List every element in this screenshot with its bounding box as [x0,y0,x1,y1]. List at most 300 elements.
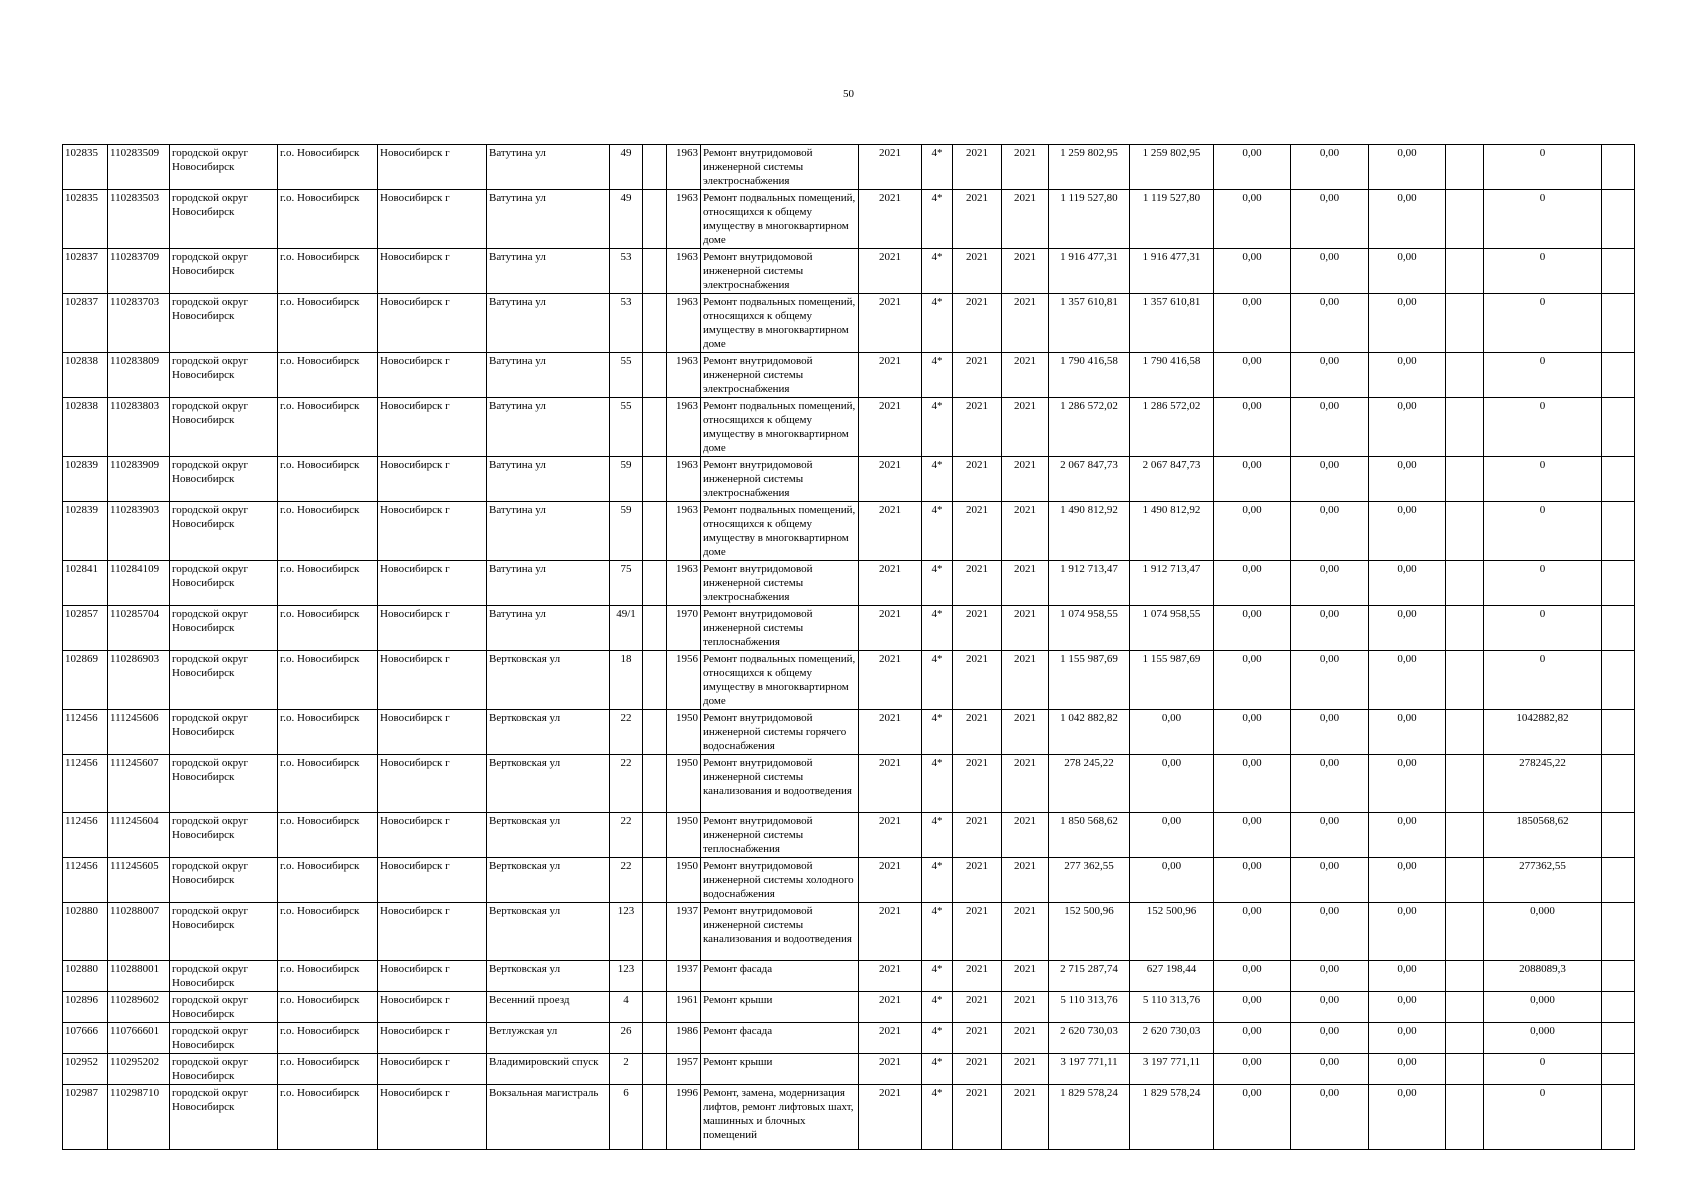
row-street: Вертковская ул [487,651,610,710]
row-cost-total: 1 850 568,62 [1049,813,1130,858]
row-settlement: Новосибирск г [378,502,487,561]
row-year-plan: 2021 [859,457,922,502]
row-house: 55 [610,353,643,398]
row-cost-subsidy-3: 0,00 [1369,398,1446,457]
row-house: 53 [610,249,643,294]
row-id: 112456 [63,710,108,755]
row-year-start: 2021 [953,992,1002,1023]
row-work-type: Ремонт подвальных помещений, относящихся к общему имуществу в многоквартирном доме [701,398,859,457]
row-settlement: Новосибирск г [378,755,487,813]
row-year-plan: 2021 [859,502,922,561]
row-trailing-empty [1602,145,1635,190]
row-settlement: Новосибирск г [378,1023,487,1054]
row-work-type: Ремонт фасада [701,961,859,992]
row-year-end: 2021 [1002,858,1049,903]
row-stage: 4* [922,606,953,651]
row-year-start: 2021 [953,561,1002,606]
row-work-type: Ремонт подвальных помещений, относящихся к общему имуществу в многоквартирном доме [701,502,859,561]
row-trailing-empty [1602,1054,1635,1085]
row-trailing-empty [1602,249,1635,294]
row-stage: 4* [922,992,953,1023]
row-cost-owners: 1042882,82 [1484,710,1602,755]
row-cost-subsidy-1: 0,00 [1214,710,1291,755]
table-row [63,1023,1635,1054]
row-code: 110295202 [108,1054,170,1085]
row-municipality: г.о. Новосибирск [278,1023,378,1054]
row-year-built: 1963 [667,457,701,502]
row-code: 110283503 [108,190,170,249]
row-cost-subsidy-3: 0,00 [1369,813,1446,858]
row-work-type: Ремонт внутридомовой инженерной системы горячего водоснабжения [701,710,859,755]
row-cost-subsidy-2: 0,00 [1291,353,1369,398]
table-body [63,145,1635,1150]
table-row [63,961,1635,992]
table-row [63,1085,1635,1150]
row-code: 111245607 [108,755,170,813]
row-cost-fund: 0,00 [1130,710,1214,755]
row-cost-fund: 0,00 [1130,858,1214,903]
row-house: 49 [610,190,643,249]
row-year-plan: 2021 [859,249,922,294]
table-row [63,755,1635,813]
row-municipality: г.о. Новосибирск [278,145,378,190]
row-work-type: Ремонт фасада [701,1023,859,1054]
row-cost-subsidy-1: 0,00 [1214,1023,1291,1054]
row-code: 110298710 [108,1085,170,1150]
row-cost-subsidy-1: 0,00 [1214,190,1291,249]
row-year-start: 2021 [953,1054,1002,1085]
row-cost-subsidy-3: 0,00 [1369,1023,1446,1054]
row-work-type: Ремонт внутридомовой инженерной системы электроснабжения [701,353,859,398]
row-empty [1446,190,1484,249]
row-cost-subsidy-1: 0,00 [1214,961,1291,992]
row-empty [1446,1085,1484,1150]
row-cost-subsidy-1: 0,00 [1214,651,1291,710]
row-district: городской округ Новосибирск [170,858,278,903]
row-district: городской округ Новосибирск [170,992,278,1023]
row-cost-subsidy-2: 0,00 [1291,457,1369,502]
row-cost-total: 1 790 416,58 [1049,353,1130,398]
row-year-end: 2021 [1002,606,1049,651]
row-code: 110283709 [108,249,170,294]
row-cost-subsidy-1: 0,00 [1214,561,1291,606]
row-trailing-empty [1602,561,1635,606]
row-cost-owners: 0 [1484,502,1602,561]
row-cost-total: 152 500,96 [1049,903,1130,961]
row-code: 110283803 [108,398,170,457]
row-cost-subsidy-2: 0,00 [1291,561,1369,606]
row-cost-fund: 1 074 958,55 [1130,606,1214,651]
row-cost-subsidy-3: 0,00 [1369,561,1446,606]
row-extra [643,813,667,858]
row-municipality: г.о. Новосибирск [278,813,378,858]
row-house: 49 [610,145,643,190]
row-work-type: Ремонт внутридомовой инженерной системы теплоснабжения [701,813,859,858]
row-settlement: Новосибирск г [378,992,487,1023]
row-street: Вокзальная магистраль [487,1085,610,1150]
row-year-start: 2021 [953,903,1002,961]
table-row [63,1054,1635,1085]
row-year-end: 2021 [1002,992,1049,1023]
row-street: Владимировский спуск [487,1054,610,1085]
row-cost-owners: 0 [1484,1085,1602,1150]
row-settlement: Новосибирск г [378,1054,487,1085]
row-empty [1446,710,1484,755]
row-year-built: 1963 [667,190,701,249]
row-empty [1446,858,1484,903]
row-year-start: 2021 [953,353,1002,398]
row-house: 22 [610,813,643,858]
row-year-built: 1963 [667,398,701,457]
row-code: 111245604 [108,813,170,858]
page-number: 50 [843,88,854,100]
row-year-start: 2021 [953,294,1002,353]
row-trailing-empty [1602,190,1635,249]
row-municipality: г.о. Новосибирск [278,353,378,398]
row-cost-subsidy-2: 0,00 [1291,398,1369,457]
row-district: городской округ Новосибирск [170,813,278,858]
row-cost-subsidy-1: 0,00 [1214,353,1291,398]
row-cost-fund: 1 490 812,92 [1130,502,1214,561]
row-street: Ватутина ул [487,249,610,294]
row-cost-subsidy-3: 0,00 [1369,145,1446,190]
row-district: городской округ Новосибирск [170,145,278,190]
row-house: 123 [610,903,643,961]
row-empty [1446,813,1484,858]
row-stage: 4* [922,755,953,813]
row-code: 110286903 [108,651,170,710]
row-cost-total: 1 042 882,82 [1049,710,1130,755]
row-year-start: 2021 [953,961,1002,992]
row-id: 102837 [63,294,108,353]
row-year-plan: 2021 [859,651,922,710]
row-cost-subsidy-2: 0,00 [1291,502,1369,561]
row-cost-owners: 0 [1484,190,1602,249]
row-year-built: 1996 [667,1085,701,1150]
row-cost-owners: 0 [1484,651,1602,710]
row-cost-fund: 1 916 477,31 [1130,249,1214,294]
row-empty [1446,249,1484,294]
row-year-end: 2021 [1002,1054,1049,1085]
row-cost-subsidy-2: 0,00 [1291,903,1369,961]
row-settlement: Новосибирск г [378,294,487,353]
row-cost-subsidy-1: 0,00 [1214,858,1291,903]
row-empty [1446,903,1484,961]
row-year-built: 1950 [667,813,701,858]
row-cost-subsidy-3: 0,00 [1369,190,1446,249]
row-street: Вертковская ул [487,961,610,992]
row-settlement: Новосибирск г [378,813,487,858]
row-municipality: г.о. Новосибирск [278,961,378,992]
row-year-built: 1950 [667,858,701,903]
row-cost-subsidy-3: 0,00 [1369,1085,1446,1150]
row-municipality: г.о. Новосибирск [278,502,378,561]
row-empty [1446,145,1484,190]
row-house: 4 [610,992,643,1023]
row-year-plan: 2021 [859,190,922,249]
row-district: городской округ Новосибирск [170,1054,278,1085]
row-cost-subsidy-3: 0,00 [1369,961,1446,992]
row-trailing-empty [1602,457,1635,502]
row-cost-owners: 0 [1484,606,1602,651]
row-cost-subsidy-3: 0,00 [1369,353,1446,398]
row-cost-total: 1 119 527,80 [1049,190,1130,249]
row-stage: 4* [922,710,953,755]
row-empty [1446,398,1484,457]
row-district: городской округ Новосибирск [170,710,278,755]
row-cost-owners: 0 [1484,294,1602,353]
row-cost-owners: 0 [1484,1054,1602,1085]
row-district: городской округ Новосибирск [170,1085,278,1150]
row-cost-owners: 0 [1484,457,1602,502]
row-stage: 4* [922,961,953,992]
row-year-start: 2021 [953,1085,1002,1150]
row-extra [643,1054,667,1085]
row-cost-owners: 1850568,62 [1484,813,1602,858]
row-cost-fund: 1 259 802,95 [1130,145,1214,190]
row-code: 110289602 [108,992,170,1023]
row-cost-owners: 0 [1484,145,1602,190]
table-row [63,710,1635,755]
row-trailing-empty [1602,353,1635,398]
row-stage: 4* [922,249,953,294]
row-municipality: г.о. Новосибирск [278,858,378,903]
row-cost-total: 1 916 477,31 [1049,249,1130,294]
row-settlement: Новосибирск г [378,353,487,398]
row-stage: 4* [922,353,953,398]
row-year-end: 2021 [1002,294,1049,353]
row-stage: 4* [922,398,953,457]
row-cost-subsidy-3: 0,00 [1369,606,1446,651]
row-cost-subsidy-2: 0,00 [1291,145,1369,190]
row-extra [643,190,667,249]
row-cost-owners: 277362,55 [1484,858,1602,903]
row-year-start: 2021 [953,651,1002,710]
row-cost-subsidy-2: 0,00 [1291,710,1369,755]
row-cost-subsidy-2: 0,00 [1291,294,1369,353]
table-row [63,561,1635,606]
row-cost-subsidy-3: 0,00 [1369,903,1446,961]
row-year-plan: 2021 [859,992,922,1023]
row-id: 102839 [63,502,108,561]
row-year-end: 2021 [1002,145,1049,190]
row-year-plan: 2021 [859,961,922,992]
row-cost-subsidy-3: 0,00 [1369,1054,1446,1085]
row-house: 2 [610,1054,643,1085]
row-district: городской округ Новосибирск [170,457,278,502]
row-municipality: г.о. Новосибирск [278,992,378,1023]
row-cost-fund: 3 197 771,11 [1130,1054,1214,1085]
row-trailing-empty [1602,903,1635,961]
row-work-type: Ремонт крыши [701,1054,859,1085]
row-cost-subsidy-2: 0,00 [1291,1085,1369,1150]
row-work-type: Ремонт внутридомовой инженерной системы канализования и водоотведения [701,755,859,813]
row-code: 111245606 [108,710,170,755]
row-house: 26 [610,1023,643,1054]
row-year-built: 1963 [667,294,701,353]
row-id: 102896 [63,992,108,1023]
row-cost-fund: 1 155 987,69 [1130,651,1214,710]
row-street: Вертковская ул [487,903,610,961]
row-stage: 4* [922,145,953,190]
row-settlement: Новосибирск г [378,606,487,651]
row-extra [643,755,667,813]
row-cost-total: 278 245,22 [1049,755,1130,813]
row-house: 49/1 [610,606,643,651]
row-cost-subsidy-1: 0,00 [1214,294,1291,353]
row-cost-total: 1 829 578,24 [1049,1085,1130,1150]
row-year-plan: 2021 [859,145,922,190]
row-id: 102839 [63,457,108,502]
row-code: 110283909 [108,457,170,502]
row-trailing-empty [1602,755,1635,813]
row-district: городской округ Новосибирск [170,961,278,992]
row-settlement: Новосибирск г [378,398,487,457]
row-cost-owners: 0 [1484,353,1602,398]
row-year-built: 1950 [667,755,701,813]
row-empty [1446,457,1484,502]
row-cost-fund: 1 790 416,58 [1130,353,1214,398]
row-cost-subsidy-1: 0,00 [1214,398,1291,457]
row-work-type: Ремонт внутридомовой инженерной системы электроснабжения [701,145,859,190]
row-extra [643,903,667,961]
row-house: 22 [610,858,643,903]
row-extra [643,249,667,294]
row-cost-total: 1 490 812,92 [1049,502,1130,561]
row-extra [643,606,667,651]
row-cost-fund: 627 198,44 [1130,961,1214,992]
row-cost-subsidy-2: 0,00 [1291,249,1369,294]
row-cost-subsidy-1: 0,00 [1214,1085,1291,1150]
row-cost-total: 1 155 987,69 [1049,651,1130,710]
row-cost-total: 2 067 847,73 [1049,457,1130,502]
row-settlement: Новосибирск г [378,190,487,249]
row-district: городской округ Новосибирск [170,561,278,606]
row-trailing-empty [1602,813,1635,858]
row-settlement: Новосибирск г [378,1085,487,1150]
row-year-end: 2021 [1002,249,1049,294]
row-code: 110288007 [108,903,170,961]
row-cost-owners: 278245,22 [1484,755,1602,813]
row-year-end: 2021 [1002,903,1049,961]
row-year-start: 2021 [953,457,1002,502]
row-cost-owners: 0,000 [1484,1023,1602,1054]
row-cost-subsidy-3: 0,00 [1369,249,1446,294]
row-year-plan: 2021 [859,606,922,651]
table-row [63,249,1635,294]
row-cost-fund: 1 357 610,81 [1130,294,1214,353]
table-row [63,502,1635,561]
row-municipality: г.о. Новосибирск [278,903,378,961]
row-stage: 4* [922,190,953,249]
row-trailing-empty [1602,294,1635,353]
row-cost-subsidy-3: 0,00 [1369,457,1446,502]
row-cost-subsidy-1: 0,00 [1214,755,1291,813]
row-cost-total: 3 197 771,11 [1049,1054,1130,1085]
row-year-built: 1963 [667,502,701,561]
row-cost-subsidy-1: 0,00 [1214,1054,1291,1085]
row-cost-subsidy-3: 0,00 [1369,992,1446,1023]
row-cost-subsidy-1: 0,00 [1214,249,1291,294]
row-cost-subsidy-2: 0,00 [1291,992,1369,1023]
row-year-built: 1957 [667,1054,701,1085]
row-year-plan: 2021 [859,398,922,457]
row-work-type: Ремонт подвальных помещений, относящихся к общему имуществу в многоквартирном доме [701,651,859,710]
row-municipality: г.о. Новосибирск [278,651,378,710]
row-extra [643,710,667,755]
row-district: городской округ Новосибирск [170,755,278,813]
row-year-start: 2021 [953,755,1002,813]
row-code: 110283703 [108,294,170,353]
row-year-end: 2021 [1002,710,1049,755]
row-municipality: г.о. Новосибирск [278,606,378,651]
row-settlement: Новосибирск г [378,457,487,502]
row-cost-owners: 0,000 [1484,992,1602,1023]
row-municipality: г.о. Новосибирск [278,294,378,353]
row-id: 112456 [63,858,108,903]
row-year-plan: 2021 [859,903,922,961]
row-code: 110283809 [108,353,170,398]
row-cost-subsidy-2: 0,00 [1291,190,1369,249]
row-id: 102869 [63,651,108,710]
row-house: 75 [610,561,643,606]
row-extra [643,353,667,398]
row-year-plan: 2021 [859,353,922,398]
row-year-end: 2021 [1002,813,1049,858]
row-cost-subsidy-1: 0,00 [1214,903,1291,961]
row-extra [643,502,667,561]
row-municipality: г.о. Новосибирск [278,398,378,457]
row-year-start: 2021 [953,813,1002,858]
row-cost-total: 1 286 572,02 [1049,398,1130,457]
row-empty [1446,1054,1484,1085]
row-cost-fund: 0,00 [1130,755,1214,813]
row-settlement: Новосибирск г [378,249,487,294]
row-empty [1446,961,1484,992]
row-empty [1446,502,1484,561]
row-municipality: г.о. Новосибирск [278,755,378,813]
row-cost-fund: 5 110 313,76 [1130,992,1214,1023]
row-empty [1446,294,1484,353]
row-year-end: 2021 [1002,502,1049,561]
row-year-start: 2021 [953,249,1002,294]
row-year-start: 2021 [953,858,1002,903]
row-stage: 4* [922,1054,953,1085]
table-row [63,353,1635,398]
row-id: 102838 [63,398,108,457]
row-district: городской округ Новосибирск [170,353,278,398]
row-cost-subsidy-1: 0,00 [1214,992,1291,1023]
row-cost-subsidy-3: 0,00 [1369,858,1446,903]
row-cost-total: 1 912 713,47 [1049,561,1130,606]
row-code: 110283509 [108,145,170,190]
row-stage: 4* [922,502,953,561]
row-stage: 4* [922,651,953,710]
row-trailing-empty [1602,398,1635,457]
row-year-plan: 2021 [859,294,922,353]
table-row [63,294,1635,353]
row-empty [1446,992,1484,1023]
row-id: 112456 [63,755,108,813]
row-year-start: 2021 [953,1023,1002,1054]
row-cost-fund: 152 500,96 [1130,903,1214,961]
row-extra [643,858,667,903]
row-empty [1446,651,1484,710]
row-work-type: Ремонт внутридомовой инженерной системы холодного водоснабжения [701,858,859,903]
row-municipality: г.о. Новосибирск [278,561,378,606]
row-municipality: г.о. Новосибирск [278,457,378,502]
row-trailing-empty [1602,502,1635,561]
